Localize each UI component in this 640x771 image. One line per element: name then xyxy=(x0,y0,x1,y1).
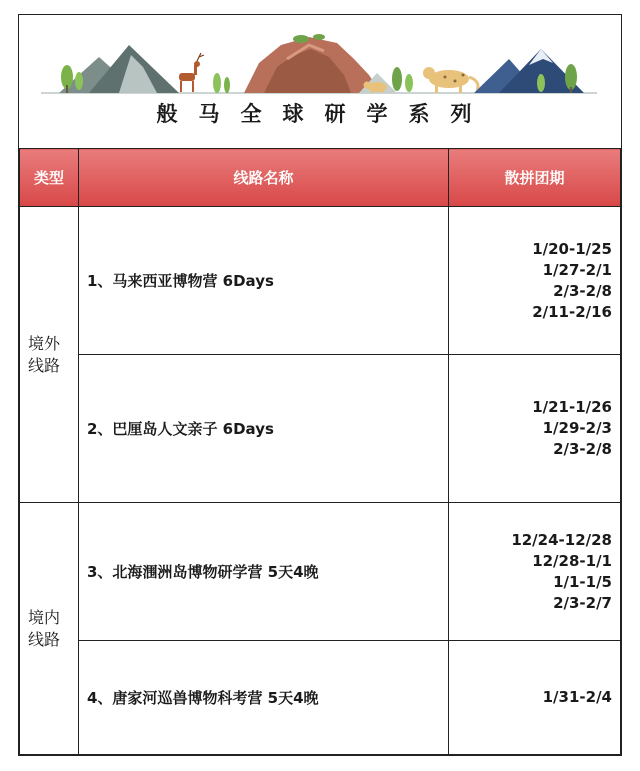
route-dates: 1/21-1/26 1/29-2/3 2/3-2/8 xyxy=(449,355,621,503)
table-row xyxy=(20,355,621,503)
group-label-domestic: 境内 线路 xyxy=(20,503,79,755)
table-header-row xyxy=(20,149,621,207)
route-dates: 1/31-2/4 xyxy=(449,641,621,755)
route-name: 3、北海涠洲岛博物研学营 5天4晚 xyxy=(79,503,449,641)
banner-title: 般马全球研学系列 xyxy=(156,102,493,126)
banner xyxy=(19,15,620,149)
poster-frame xyxy=(18,14,622,756)
route-name: 4、唐家河巡兽博物科考营 5天4晚 xyxy=(79,641,449,755)
group-label-overseas: 境外 线路 xyxy=(20,207,79,503)
route-name: 2、巴厘岛人文亲子 6Days xyxy=(79,355,449,503)
deer-icon xyxy=(179,53,204,92)
header-group-dates: 散拼团期 xyxy=(449,149,621,207)
leopard-icon xyxy=(423,67,478,93)
header-route-name: 线路名称 xyxy=(79,149,449,207)
mountain-landscape-illustration xyxy=(19,15,620,105)
table-row xyxy=(20,503,621,641)
route-dates: 1/20-1/25 1/27-2/1 2/3-2/8 2/11-2/16 xyxy=(449,207,621,355)
route-dates: 12/24-12/28 12/28-1/1 1/1-1/5 2/3-2/7 xyxy=(449,503,621,641)
route-table xyxy=(19,148,621,755)
header-type: 类型 xyxy=(20,149,79,207)
route-name: 1、马来西亚博物营 6Days xyxy=(79,207,449,355)
table-row xyxy=(20,207,621,355)
table-row xyxy=(20,641,621,755)
